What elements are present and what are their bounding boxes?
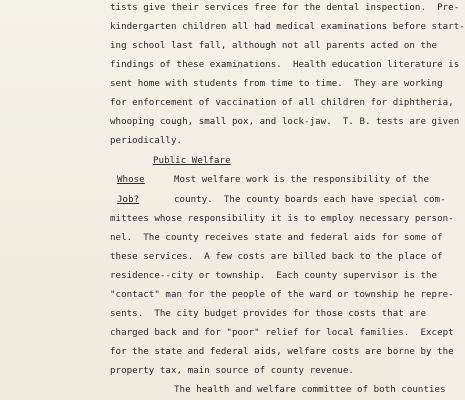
body-line-5: sent home with students from time to time. They are working [110, 79, 443, 89]
body-line-welfare-9: property tax, main source of county revenue. [110, 366, 354, 376]
body-line-welfare-7: charged back and for "poor" relief for local families. Except [110, 328, 454, 338]
body-line-4: findings of these examinations. Health education literature is [110, 60, 460, 70]
margin-label-whose: Whose [117, 175, 145, 185]
body-line-whose: Most welfare work is the responsibility of the [174, 175, 430, 185]
body-line-welfare-1: mittees whose responsibility it is to employ necessary person- [110, 214, 454, 224]
body-line-welfare-5: "contact" man for the people of the ward or township he repre- [110, 290, 454, 300]
body-line-1: tists give their services free for the dental inspection. Pre- [110, 3, 460, 13]
body-line-job: county. The county boards each have special com- [174, 195, 446, 205]
body-line-welfare-6: sents. The city budget provides for those costs that are [110, 309, 426, 319]
body-line-welfare-8: for the state and federal aids, welfare costs are borne by the [110, 347, 454, 357]
body-line-welfare-3: these services. A few costs are billed back to the place of [110, 252, 443, 262]
margin-label-job: Job? [117, 195, 140, 205]
body-line-7: whooping cough, small pox, and lock-jaw. T. B. tests are given [110, 117, 460, 127]
body-line-welfare-4: residence--city or township. Each county supervisor is the [110, 271, 438, 281]
body-line-county-intro: The health and welfare committee of both counties [174, 385, 446, 395]
body-line-8: periodically. [110, 136, 183, 146]
section-heading: Public Welfare [153, 156, 231, 166]
body-line-3: ing school last fall, although not all parents acted on the [110, 41, 438, 51]
body-line-6: for enforcement of vaccination of all children for diphtheria, [110, 98, 454, 108]
body-line-2: kindergarten children all had medical examinations before start- [110, 22, 465, 32]
body-line-welfare-2: nel. The county receives state and federal aids for some of [110, 233, 443, 243]
